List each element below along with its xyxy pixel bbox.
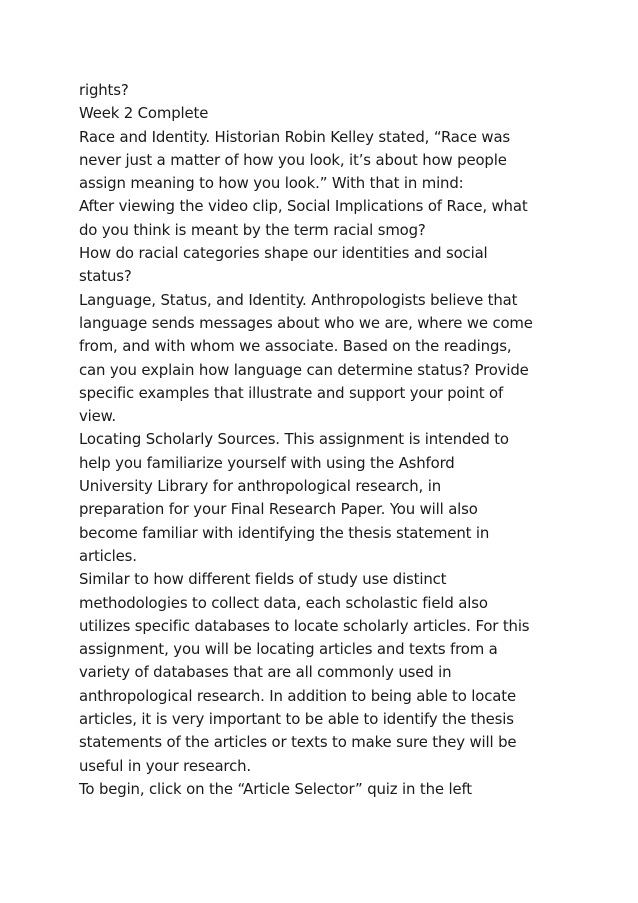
- text-line: Language, Status, and Identity. Anthropologists believe that: [79, 290, 518, 309]
- text-line: do you think is meant by the term racial smog?: [79, 220, 426, 239]
- text-line: Week 2 Complete: [79, 104, 209, 123]
- text-line: status?: [79, 267, 132, 286]
- text-line: statements of the articles or texts to make sure they will be: [79, 733, 517, 752]
- text-line: rights?: [79, 81, 129, 99]
- text-line: language sends messages about who we are, where we come: [79, 313, 533, 332]
- text-line: articles.: [79, 546, 137, 565]
- text-line: University Library for anthropological research, in: [79, 477, 441, 496]
- text-line: from, and with whom we associate. Based on the readings,: [79, 337, 512, 356]
- text-line: utilizes specific databases to locate scholarly articles. For this: [79, 616, 530, 635]
- text-line: Similar to how different fields of study use distinct: [79, 570, 447, 589]
- text-line: anthropological research. In addition to being able to locate: [79, 686, 516, 705]
- text-line: To begin, click on the “Article Selector” quiz in the left: [79, 779, 472, 798]
- document-body: [79, 79, 579, 801]
- text-line: become familiar with identifying the thesis statement in: [79, 523, 490, 542]
- text-line: Race and Identity. Historian Robin Kelley stated, “Race was: [79, 127, 511, 146]
- text-line: articles, it is very important to be able to identify the thesis: [79, 710, 514, 729]
- text-line: How do racial categories shape our identities and social: [79, 244, 488, 263]
- text-line: methodologies to collect data, each scholastic field also: [79, 593, 488, 612]
- text-line: assignment, you will be locating articles and texts from a: [79, 640, 498, 659]
- text-line: never just a matter of how you look, it’s about how people: [79, 150, 507, 169]
- text-line: Locating Scholarly Sources. This assignment is intended to: [79, 430, 509, 449]
- text-line: help you familiarize yourself with using the Ashford: [79, 453, 455, 472]
- text-line: preparation for your Final Research Paper. You will also: [79, 500, 478, 519]
- text-line: assign meaning to how you look.” With that in mind:: [79, 174, 464, 193]
- text-line: specific examples that illustrate and support your point of: [79, 383, 504, 402]
- text-line: can you explain how language can determine status? Provide: [79, 360, 529, 379]
- text-line: After viewing the video clip, Social Implications of Race, what: [79, 197, 528, 216]
- text-line: useful in your research.: [79, 756, 251, 775]
- text-line: variety of databases that are all commonly used in: [79, 663, 452, 682]
- text-line: view.: [79, 407, 116, 426]
